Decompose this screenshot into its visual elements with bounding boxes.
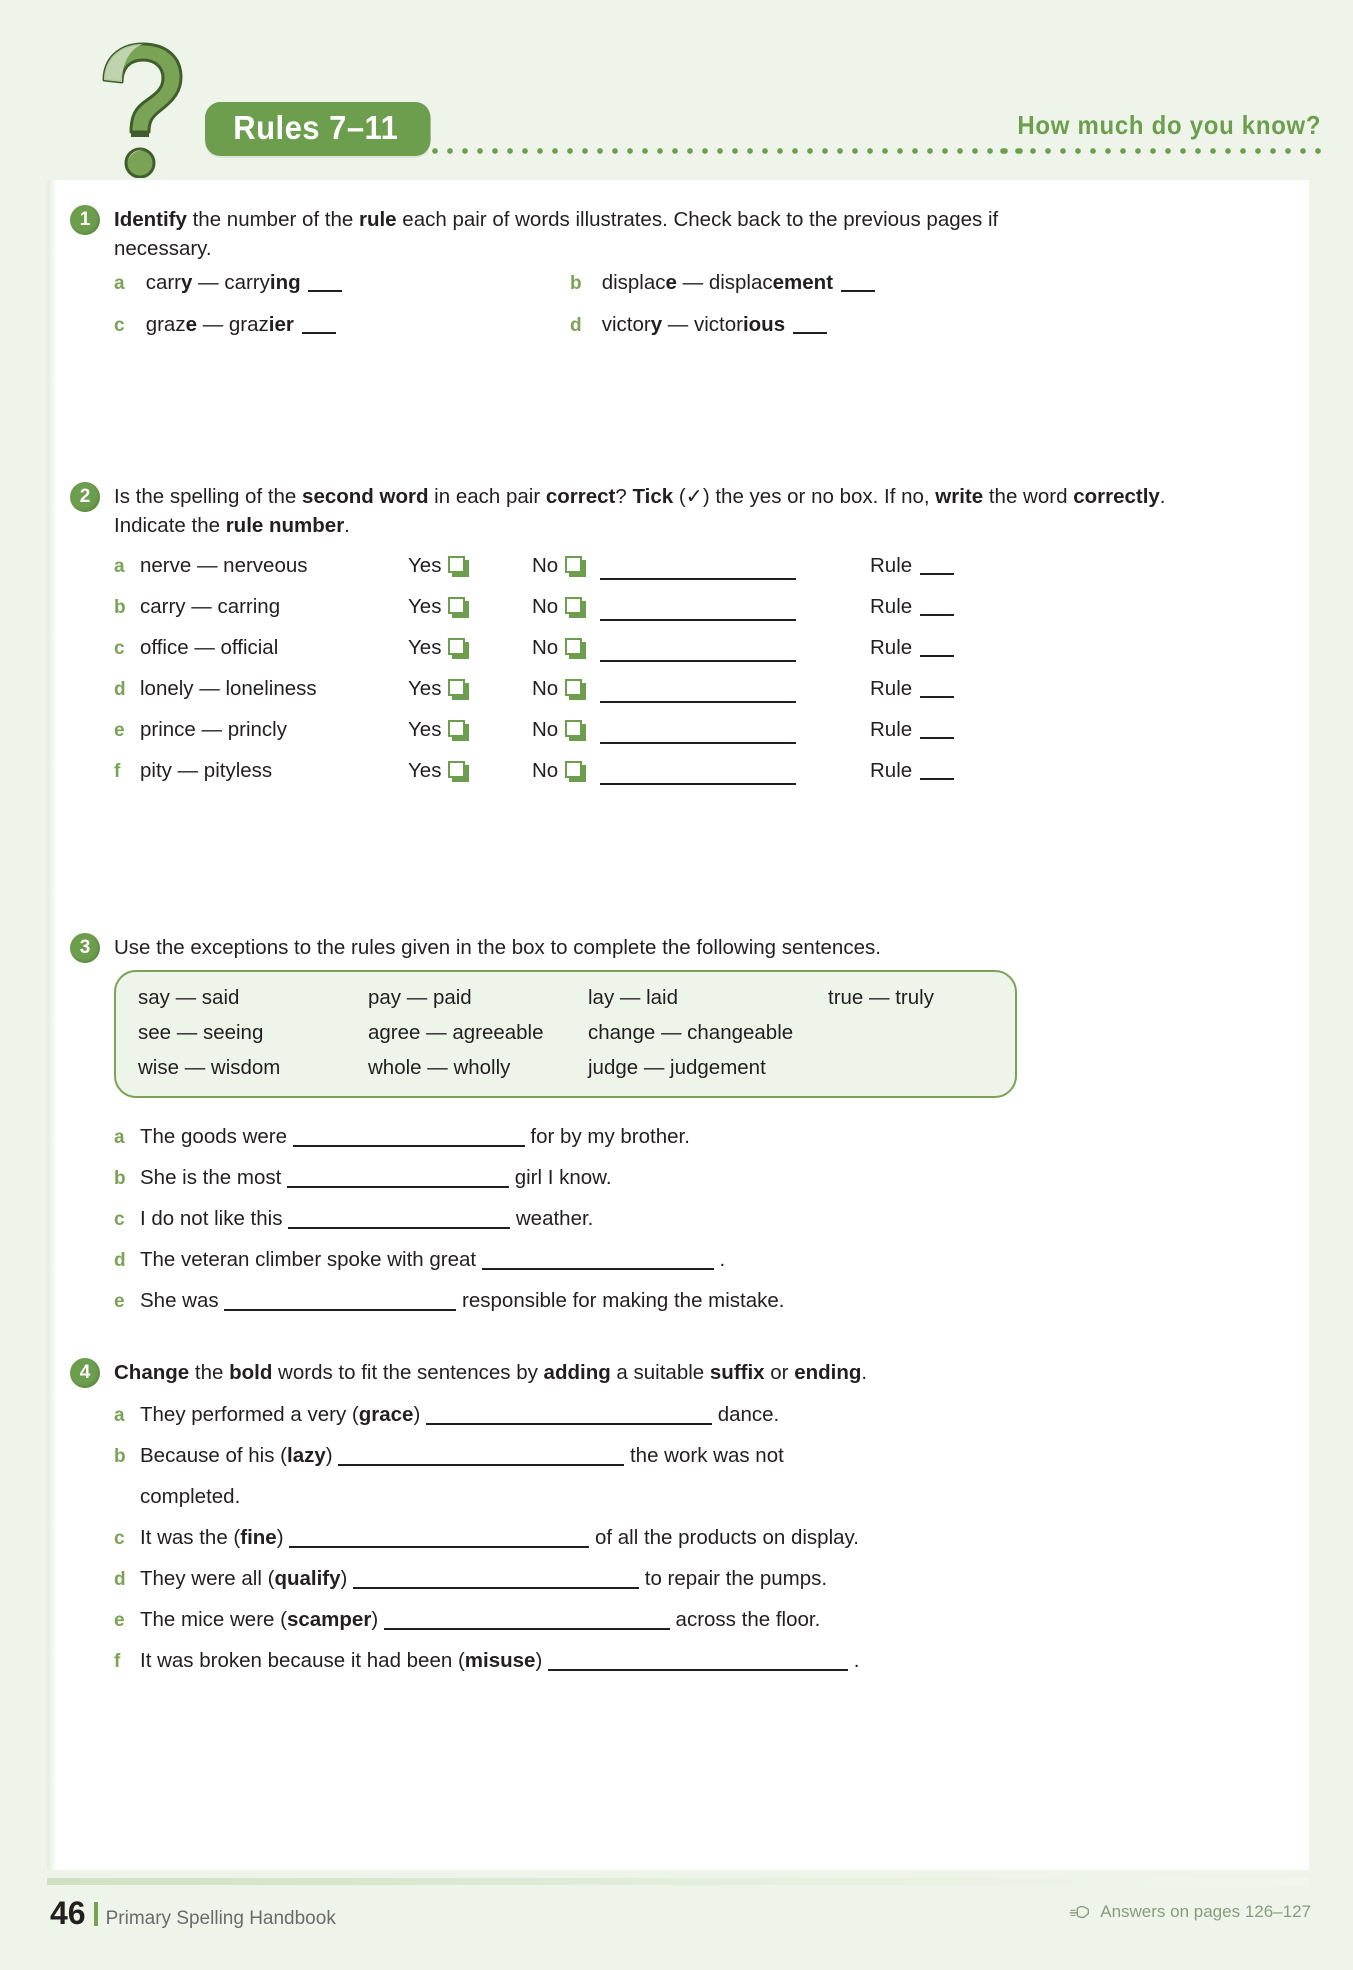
no-label: No — [532, 759, 559, 782]
exception-pair: wise — wisdom — [138, 1056, 281, 1079]
rule-blank[interactable] — [920, 655, 954, 657]
item-letter: a — [114, 273, 125, 294]
q4-sentence-cont — [140, 1485, 240, 1509]
footer-bar — [94, 1902, 98, 1926]
q4-sentence — [114, 1444, 784, 1468]
rules-title-pill: Rules 7–11 — [205, 102, 430, 156]
sentence-after: for by my brother. — [530, 1125, 690, 1148]
question-3-number: 3 — [70, 933, 100, 963]
q2-yes-group — [408, 759, 469, 783]
answer-blank[interactable] — [287, 1166, 509, 1188]
checkbox-shadow-bottom — [452, 614, 469, 618]
item-letter: b — [114, 1168, 126, 1189]
question-1-prompt: Identify the number of the rule each pair of words illustrates. Check back to the previous pages if necessary. — [114, 208, 999, 261]
no-checkbox[interactable] — [565, 679, 586, 700]
page-header — [0, 0, 1353, 185]
q2-yes-group — [408, 677, 469, 701]
sentence-after: . — [853, 1649, 860, 1672]
correction-blank[interactable] — [600, 683, 796, 703]
item-letter: e — [114, 1291, 125, 1312]
q2-no-group — [532, 759, 586, 783]
q2-no-group — [532, 554, 586, 578]
q2-correction-blank-wrap — [600, 640, 796, 664]
q4-sentence — [114, 1649, 859, 1673]
sentence-before: The veteran climber spoke with great — [140, 1248, 477, 1271]
answer-blank[interactable] — [353, 1567, 639, 1589]
rule-label: Rule — [870, 677, 913, 700]
header-dot-leader — [432, 148, 1032, 156]
item-letter: d — [570, 315, 582, 336]
sentence-before: They were all (qualify) — [140, 1567, 348, 1590]
no-label: No — [532, 595, 559, 618]
checkbox-shadow-bottom — [569, 614, 586, 618]
rule-blank[interactable] — [920, 614, 954, 616]
correction-blank[interactable] — [600, 724, 796, 744]
header-dot-leader-2 — [1000, 148, 1330, 156]
no-checkbox[interactable] — [565, 761, 586, 782]
correction-blank[interactable] — [600, 765, 796, 785]
rule-blank[interactable] — [920, 573, 954, 575]
correction-blank[interactable] — [600, 560, 796, 580]
checkbox-shadow-bottom — [569, 573, 586, 577]
q2-rule-group — [870, 718, 956, 742]
yes-checkbox[interactable] — [448, 679, 469, 700]
exception-pair: pay — paid — [368, 986, 472, 1009]
item-letter: d — [114, 679, 126, 700]
sentence-before: It was broken because it had been (misuse) — [140, 1649, 543, 1672]
q4-sentence — [114, 1403, 779, 1427]
rule-blank[interactable] — [920, 778, 954, 780]
item-letter: d — [114, 1569, 126, 1590]
q2-rule-group — [870, 595, 956, 619]
checkbox-face — [565, 679, 582, 696]
question-1-number: 1 — [70, 205, 100, 235]
q2-yes-group — [408, 636, 469, 660]
exception-pair: lay — laid — [588, 986, 679, 1009]
item-text: displace — displacement — [601, 271, 834, 294]
no-label: No — [532, 677, 559, 700]
q2-row — [114, 677, 317, 701]
no-label: No — [532, 718, 559, 741]
yes-checkbox[interactable] — [448, 556, 469, 577]
exception-pair: change — changeable — [588, 1021, 794, 1044]
checkbox-face — [565, 720, 582, 737]
q1-item-b — [570, 271, 877, 295]
yes-label: Yes — [408, 595, 442, 618]
sentence-before: The mice were (scamper) — [140, 1608, 379, 1631]
question-4-prompt: Change the bold words to fit the sentences by adding a suitable suffix or ending. — [114, 1361, 868, 1384]
question-4-number: 4 — [70, 1358, 100, 1388]
panel-left-strip — [47, 180, 57, 1870]
yes-checkbox[interactable] — [448, 597, 469, 618]
checkbox-face — [448, 597, 465, 614]
footer-divider — [47, 1878, 1309, 1885]
no-checkbox[interactable] — [565, 597, 586, 618]
item-letter: a — [114, 556, 125, 577]
correction-blank[interactable] — [600, 642, 796, 662]
checkbox-face — [448, 679, 465, 696]
item-letter: c — [114, 1528, 125, 1549]
sentence-after: responsible for making the mistake. — [462, 1289, 785, 1312]
exception-pair: agree — agreeable — [368, 1021, 544, 1044]
q2-correction-blank-wrap — [600, 599, 796, 623]
no-checkbox[interactable] — [565, 638, 586, 659]
yes-checkbox[interactable] — [448, 638, 469, 659]
item-text: graze — grazier — [145, 313, 294, 336]
exception-pair: whole — wholly — [368, 1056, 511, 1079]
exceptions-word-box — [114, 970, 1017, 1098]
item-letter: c — [114, 1209, 125, 1230]
no-checkbox[interactable] — [565, 720, 586, 741]
rule-label: Rule — [870, 759, 913, 782]
word-pair: carry — carring — [140, 595, 281, 618]
q2-yes-group — [408, 595, 469, 619]
sentence-before: I do not like this — [140, 1207, 283, 1230]
exception-pair: see — seeing — [138, 1021, 264, 1044]
item-letter: b — [114, 1446, 126, 1467]
answer-blank[interactable] — [293, 1125, 525, 1147]
exception-pair: say — said — [138, 986, 240, 1009]
q3-sentence — [114, 1125, 690, 1149]
q3-sentence — [114, 1207, 593, 1231]
sentence-after: to repair the pumps. — [644, 1567, 828, 1590]
sentence-after: weather. — [515, 1207, 594, 1230]
checkbox-face — [448, 638, 465, 655]
rule-blank[interactable] — [920, 696, 954, 698]
word-pair: prince — princly — [140, 718, 287, 741]
answer-blank[interactable] — [793, 332, 827, 334]
q1-item-c — [114, 313, 338, 337]
yes-checkbox[interactable] — [448, 720, 469, 741]
rule-label: Rule — [870, 595, 913, 618]
q4-sentence — [114, 1608, 820, 1632]
checkbox-face — [565, 761, 582, 778]
q2-no-group — [532, 677, 586, 701]
answer-blank[interactable] — [302, 332, 336, 334]
no-label: No — [532, 554, 559, 577]
item-letter: f — [114, 1651, 121, 1672]
q2-row — [114, 718, 287, 742]
no-checkbox[interactable] — [565, 556, 586, 577]
item-letter: c — [114, 638, 125, 659]
question-2-prompt: Is the spelling of the second word in each pair correct? Tick (✓) the yes or no box. If no, write the word correctly. Indicate the rule number. — [114, 485, 1166, 538]
answer-blank[interactable] — [288, 1207, 510, 1229]
item-letter: c — [114, 315, 125, 336]
sentence-before: She is the most — [140, 1166, 282, 1189]
word-pair: lonely — loneliness — [140, 677, 317, 700]
sentence-after: across the floor. — [675, 1608, 821, 1631]
word-pair: office — official — [140, 636, 279, 659]
checkbox-shadow-bottom — [569, 655, 586, 659]
answer-blank[interactable] — [426, 1403, 712, 1425]
q2-row — [114, 636, 278, 660]
rule-label: Rule — [870, 554, 913, 577]
yes-label: Yes — [408, 677, 442, 700]
checkbox-shadow-bottom — [452, 778, 469, 782]
q2-no-group — [532, 718, 586, 742]
checkbox-shadow-bottom — [452, 655, 469, 659]
answer-blank[interactable] — [224, 1289, 456, 1311]
header-tagline: How much do you know? — [1017, 110, 1321, 140]
item-letter: e — [114, 1610, 125, 1631]
q2-yes-group — [408, 718, 469, 742]
question-2-number: 2 — [70, 482, 100, 512]
item-letter: a — [114, 1405, 125, 1426]
rule-label: Rule — [870, 718, 913, 741]
footer-right — [1068, 1902, 1311, 1922]
book-title: Primary Spelling Handbook — [105, 1908, 336, 1929]
checkbox-shadow-bottom — [569, 696, 586, 700]
q2-row — [114, 759, 272, 783]
sentence-before: She was — [140, 1289, 219, 1312]
no-label: No — [532, 636, 559, 659]
sentence-after: dance. — [717, 1403, 780, 1426]
answer-blank[interactable] — [841, 290, 875, 292]
checkbox-shadow-bottom — [569, 778, 586, 782]
checkbox-face — [565, 638, 582, 655]
sentence-before: The goods were — [140, 1125, 288, 1148]
checkbox-shadow-bottom — [452, 737, 469, 741]
q1-item-a — [114, 271, 344, 295]
rule-label: Rule — [870, 636, 913, 659]
q2-correction-blank-wrap — [600, 722, 796, 746]
checkbox-face — [448, 761, 465, 778]
checkbox-face — [448, 720, 465, 737]
yes-checkbox[interactable] — [448, 761, 469, 782]
page-number: 46 — [50, 1895, 86, 1931]
q2-rule-group — [870, 554, 956, 578]
q2-yes-group — [408, 554, 469, 578]
sentence-before: They performed a very (grace) — [140, 1403, 421, 1426]
exception-pair: judge — judgement — [588, 1056, 766, 1079]
question-3-prompt: Use the exceptions to the rules given in the box to complete the following sentences. — [114, 936, 881, 959]
checkbox-face — [565, 597, 582, 614]
answer-blank[interactable] — [548, 1649, 848, 1671]
yes-label: Yes — [408, 759, 442, 782]
sentence-before: Because of his (lazy) — [140, 1444, 333, 1467]
q2-row — [114, 595, 280, 619]
sentence-after: girl I know. — [514, 1166, 612, 1189]
question-mark-icon — [98, 38, 188, 178]
sentence-after: the work was not — [629, 1444, 784, 1467]
q2-correction-blank-wrap — [600, 763, 796, 787]
q1-item-d — [570, 313, 829, 337]
q4-sentence — [114, 1567, 827, 1591]
checkbox-face — [565, 556, 582, 573]
checkbox-shadow-bottom — [569, 737, 586, 741]
q4-sentence — [114, 1526, 859, 1550]
q2-no-group — [532, 595, 586, 619]
correction-blank[interactable] — [600, 601, 796, 621]
yes-label: Yes — [408, 718, 442, 741]
item-letter: b — [570, 273, 582, 294]
q3-sentence — [114, 1248, 725, 1272]
answer-blank[interactable] — [384, 1608, 670, 1630]
item-letter: d — [114, 1250, 126, 1271]
sentence-after: of all the products on display. — [594, 1526, 859, 1549]
answer-blank[interactable] — [482, 1248, 714, 1270]
item-text: carry — carrying — [145, 271, 301, 294]
sentence-continuation: completed. — [140, 1485, 241, 1508]
q2-correction-blank-wrap — [600, 558, 796, 582]
q2-no-group — [532, 636, 586, 660]
q2-rule-group — [870, 636, 956, 660]
yes-label: Yes — [408, 554, 442, 577]
pointing-hand-icon — [1068, 1903, 1090, 1921]
q3-sentence — [114, 1166, 612, 1190]
answer-blank[interactable] — [289, 1526, 589, 1548]
item-letter: e — [114, 720, 125, 741]
sentence-before: It was the (fine) — [140, 1526, 284, 1549]
rule-blank[interactable] — [920, 737, 954, 739]
item-letter: f — [114, 761, 121, 782]
footer-left — [50, 1895, 336, 1932]
item-letter: a — [114, 1127, 125, 1148]
q2-rule-group — [870, 677, 956, 701]
checkbox-face — [448, 556, 465, 573]
exception-pair: true — truly — [828, 986, 934, 1009]
sentence-after: . — [719, 1248, 726, 1271]
item-text: victory — victorious — [601, 313, 786, 336]
checkbox-shadow-bottom — [452, 573, 469, 577]
q3-sentence — [114, 1289, 785, 1313]
word-pair: pity — pityless — [140, 759, 273, 782]
q2-row — [114, 554, 308, 578]
answer-blank[interactable] — [308, 290, 342, 292]
item-letter: b — [114, 597, 126, 618]
checkbox-shadow-bottom — [452, 696, 469, 700]
answers-note: Answers on pages 126–127 — [1100, 1902, 1311, 1921]
yes-label: Yes — [408, 636, 442, 659]
q2-rule-group — [870, 759, 956, 783]
answer-blank[interactable] — [338, 1444, 624, 1466]
q2-correction-blank-wrap — [600, 681, 796, 705]
word-pair: nerve — nerveous — [140, 554, 308, 577]
